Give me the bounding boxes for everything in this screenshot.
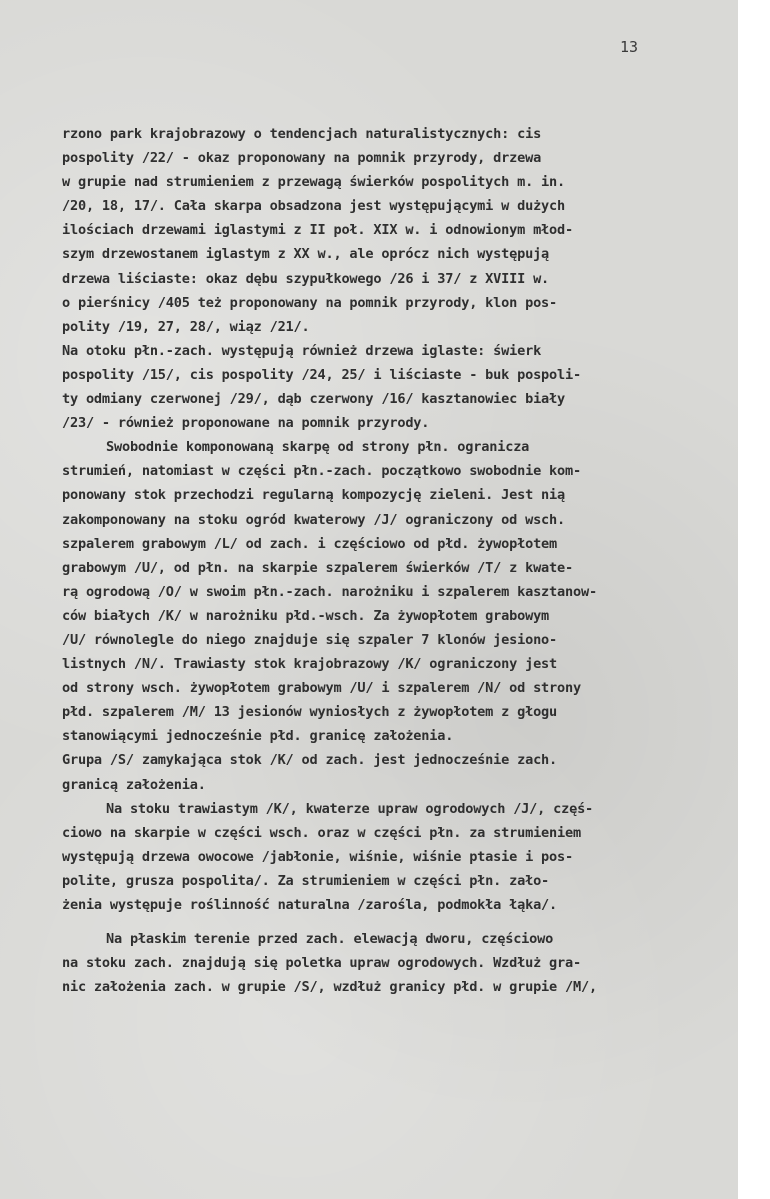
scan-margin — [738, 0, 770, 1199]
text-line: płd. szpalerem /M/ 13 jesionów wyniosłych z żywopłotem z głogu — [62, 704, 558, 721]
text-line: szym drzewostanem iglastym z XX w., ale oprócz nich występują — [62, 246, 550, 263]
text-line: żenia występuje roślinność naturalna /zarośla, podmokła łąka/. — [62, 897, 558, 913]
text-line: o pierśnicy /405 też proponowany na pomnik przyrody, klon pos- — [62, 294, 558, 311]
text-line: listnych /N/. Trawiasty stok krajobrazowy /K/ ograniczony jest — [62, 656, 558, 673]
text-line: zakomponowany na stoku ogród kwaterowy /J/ ograniczony od wsch. — [62, 511, 566, 528]
text-line: rzono park krajobrazowy o tendencjach naturalistycznych: cis — [62, 126, 542, 142]
text-line: stanowiącymi jednocześnie płd. granicę założenia. — [62, 728, 454, 745]
text-line: drzewa liściaste: okaz dębu szypułkowego /26 i 37/ z XVIII w. — [62, 270, 550, 287]
text-line: Na stoku trawiastym /K/, kwaterze upraw ogrodowych /J/, częś- — [106, 800, 594, 817]
text-line: na stoku zach. znajdują się poletka upraw ogrodowych. Wzdłuż gra- — [62, 955, 581, 972]
text-line: ty odmiany czerwonej /29/, dąb czerwony /16/ kasztanowiec biały — [62, 391, 566, 408]
text-line: ciowo na skarpie w części wsch. oraz w części płn. za strumieniem — [62, 824, 581, 841]
text-line: szpalerem grabowym /L/ od zach. i częściowo od płd. żywopłotem — [62, 535, 558, 552]
text-line: Na płaskim terenie przed zach. elewacją dworu, częściowo — [106, 931, 554, 948]
typed-text-body — [62, 122, 738, 999]
text-line: /20, 18, 17/. Cała skarpa obsadzona jest występującymi w dużych — [62, 198, 566, 215]
text-line: ponowany stok przechodzi regularną kompozycję zieleni. Jest nią — [62, 487, 566, 504]
page-number: 13 — [620, 38, 639, 56]
text-line: ców białych /K/ w narożniku płd.-wsch. Za żywopłotem grabowym — [62, 607, 550, 624]
text-line: Grupa /S/ zamykająca stok /K/ od zach. jest jednocześnie zach. — [62, 752, 558, 769]
text-line: w grupie nad strumieniem z przewagą świerków pospolitych m. in. — [62, 174, 566, 191]
text-line: nic założenia zach. w grupie /S/, wzdłuż granicy płd. w grupie /M/, — [62, 979, 597, 996]
text-line: od strony wsch. żywopłotem grabowym /U/ i szpalerem /N/ od strony — [62, 680, 581, 697]
text-line: Na otoku płn.-zach. występują również drzewa iglaste: świerk — [62, 342, 542, 359]
text-line: granicą założenia. — [62, 776, 206, 793]
text-line: grabowym /U/, od płn. na skarpie szpalerem świerków /T/ z kwate- — [62, 559, 573, 576]
text-line: pospolity /15/, cis pospolity /24, 25/ i liściaste - buk pospoli- — [62, 366, 581, 383]
text-line: ilościach drzewami iglastymi z II poł. XIX w. i odnowionym młod- — [62, 222, 573, 239]
text-line: pospolity /22/ - okaz proponowany na pomnik przyrody, drzewa — [62, 150, 542, 167]
text-line: /23/ - również proponowane na pomnik przyrody. — [62, 415, 430, 432]
text-line: /U/ równolegle do niego znajduje się szpaler 7 klonów jesiono- — [62, 631, 558, 648]
text-line: polite, grusza pospolita/. Za strumieniem w części płn. zało- — [62, 872, 550, 889]
text-line: występują drzewa owocowe /jabłonie, wiśnie, wiśnie ptasie i pos- — [62, 848, 573, 865]
text-line: rą ogrodową /O/ w swoim płn.-zach. narożniku i szpalerem kasztanow- — [62, 583, 597, 600]
text-line: Swobodnie komponowaną skarpę od strony płn. ogranicza — [106, 439, 530, 456]
text-line: polity /19, 27, 28/, wiąz /21/. — [62, 318, 310, 335]
text-line: strumień, natomiast w części płn.-zach. początkowo swobodnie kom- — [62, 463, 581, 480]
